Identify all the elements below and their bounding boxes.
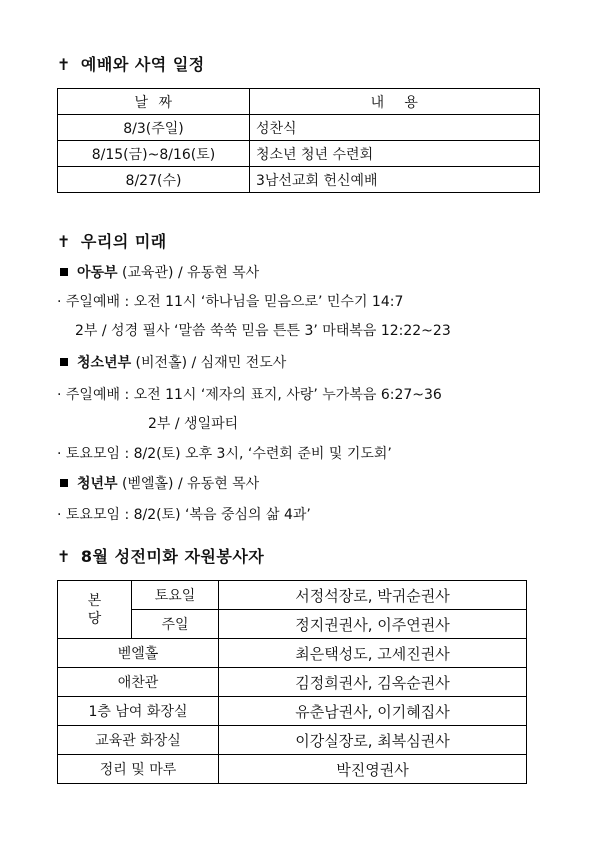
square-bullet-icon bbox=[60, 358, 68, 366]
schedule-title: ✝ 예배와 사역 일정 bbox=[57, 55, 205, 74]
young-adult-saturday-meeting: · 토요모임 : 8/2(토) ‘복음 중심의 삶 4과’ bbox=[57, 507, 311, 523]
main-hall-label: 본 당 bbox=[58, 581, 132, 639]
schedule-date: 8/15(금)~8/16(토) bbox=[58, 141, 250, 167]
table-row bbox=[58, 726, 527, 755]
volunteer-names: 김정희권사, 김옥순권사 bbox=[219, 668, 527, 697]
youth-saturday-meeting: · 토요모임 : 8/2(토) 오후 3시, ‘수련회 준비 및 기도회’ bbox=[57, 446, 392, 462]
schedule-content: 청소년 청년 수련회 bbox=[250, 141, 540, 167]
volunteer-place: 토요일 bbox=[132, 581, 219, 610]
volunteer-place: 정리 및 마루 bbox=[58, 755, 219, 784]
children-second-part: 2부 / 성경 필사 ‘말씀 쑥쑥 믿음 튼튼 3’ 마태복음 12:22~23 bbox=[75, 323, 451, 339]
cross-icon: ✝ bbox=[57, 55, 71, 74]
schedule-table bbox=[57, 88, 540, 193]
table-row bbox=[58, 755, 527, 784]
header-date: 날 짜 bbox=[58, 89, 250, 115]
square-bullet-icon bbox=[60, 268, 68, 276]
volunteer-place: 주일 bbox=[132, 610, 219, 639]
table-row bbox=[58, 639, 527, 668]
children-sunday-service: · 주일예배 : 오전 11시 ‘하나님을 믿음으로’ 민수기 14:7 bbox=[57, 294, 404, 310]
table-row bbox=[58, 581, 527, 610]
volunteer-place: 1층 남여 화장실 bbox=[58, 697, 219, 726]
header-content: 내 용 bbox=[250, 89, 540, 115]
table-row bbox=[58, 697, 527, 726]
cross-icon: ✝ bbox=[57, 547, 71, 566]
table-row bbox=[58, 668, 527, 697]
youth-sunday-service: · 주일예배 : 오전 11시 ‘제자의 표지, 사랑’ 누가복음 6:27~36 bbox=[57, 387, 442, 403]
youth-second-part: 2부 / 생일파티 bbox=[148, 416, 239, 432]
schedule-date: 8/3(주일) bbox=[58, 115, 250, 141]
volunteer-place: 교육관 화장실 bbox=[58, 726, 219, 755]
volunteer-names: 서정석장로, 박귀순권사 bbox=[219, 581, 527, 610]
volunteers-table bbox=[57, 580, 527, 784]
schedule-date: 8/27(수) bbox=[58, 167, 250, 193]
cross-icon: ✝ bbox=[57, 232, 71, 251]
volunteer-place: 애찬관 bbox=[58, 668, 219, 697]
schedule-content: 3남선교회 헌신예배 bbox=[250, 167, 540, 193]
table-row bbox=[58, 141, 540, 167]
table-header-row bbox=[58, 89, 540, 115]
schedule-content: 성찬식 bbox=[250, 115, 540, 141]
youth-dept-heading: 청소년부 (비전홀) / 심재민 전도사 bbox=[55, 352, 286, 372]
table-row bbox=[58, 115, 540, 141]
future-title: ✝ 우리의 미래 bbox=[57, 232, 167, 251]
volunteer-names: 유춘남권사, 이기혜집사 bbox=[219, 697, 527, 726]
volunteer-place: 벧엘홀 bbox=[58, 639, 219, 668]
volunteers-title: ✝ 8월 성전미화 자원봉사자 bbox=[57, 547, 265, 566]
volunteer-names: 박진영권사 bbox=[219, 755, 527, 784]
square-bullet-icon bbox=[60, 479, 68, 487]
table-row bbox=[58, 167, 540, 193]
volunteer-names: 최은택성도, 고세진권사 bbox=[219, 639, 527, 668]
children-dept-heading: 아동부 (교육관) / 유동현 목사 bbox=[55, 262, 259, 282]
volunteer-names: 이강실장로, 최복심권사 bbox=[219, 726, 527, 755]
young-adult-dept-heading: 청년부 (벧엘홀) / 유동현 목사 bbox=[55, 473, 259, 493]
volunteer-names: 정지권권사, 이주연권사 bbox=[219, 610, 527, 639]
